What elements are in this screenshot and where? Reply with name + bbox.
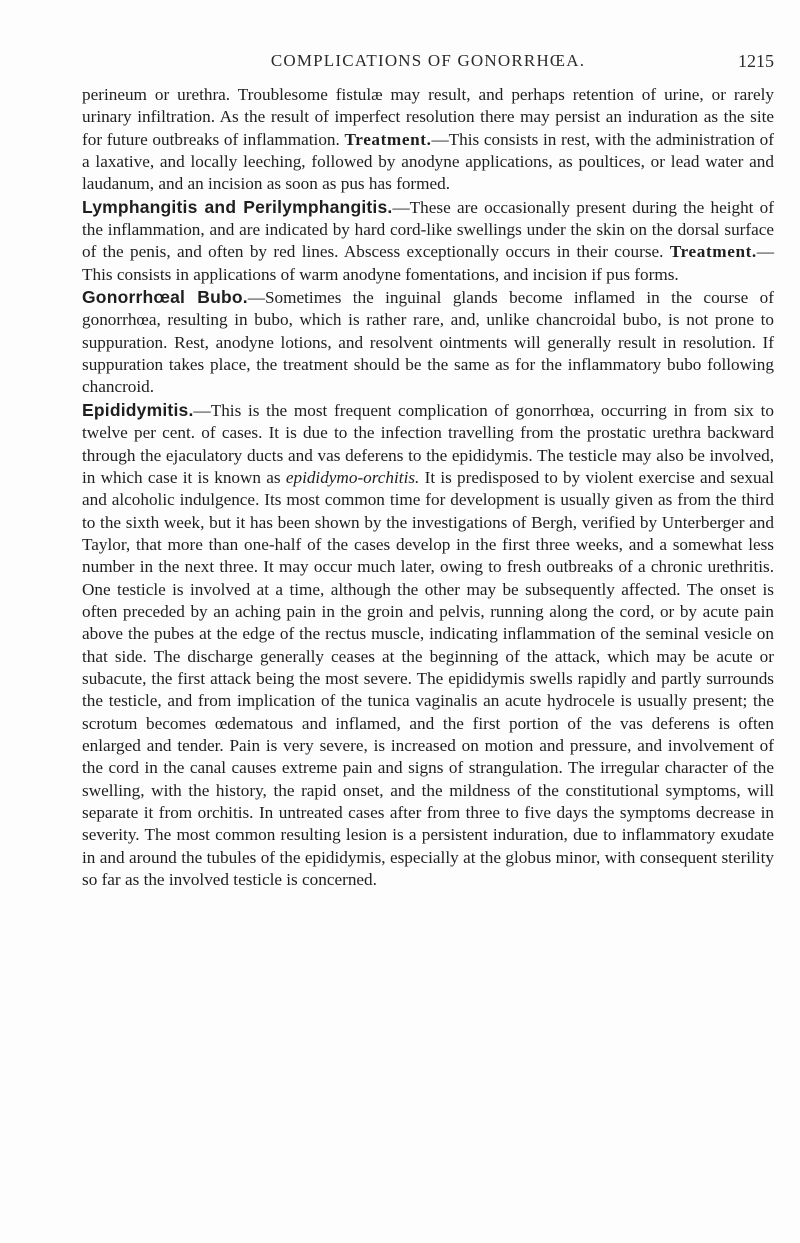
treatment-text: — This consists in applications of warm anodyne fomentations, and incision if pus forms. (82, 242, 775, 284)
page-number: 1215 (738, 51, 774, 71)
paragraph-text: perineum or urethra. Troublesome fistulæ may result, and perhaps retention of urine, or rarely urinary infiltration. As the result of imperfect resolution there may persist an induration as the site for future outbreaks of inflammation. (82, 85, 774, 149)
paragraph-text: —Sometimes the inguinal glands become inflamed in the course of gonorrhœa, resulting in bubo, which is rather rare, and, unlike chancroidal bubo, is not prone to suppuration. Rest, anodyne lotions, and resolvent ointments will generally result in resolution. If suppuration takes place, the treatment should be the same as for the inflammatory bubo following chancroid. (82, 288, 774, 397)
section-heading-lymphangitis: Lymphangitis and Perilymphangitis. (82, 196, 393, 217)
treatment-text: —This consists in rest, with the administration of a laxative, and locally leeching, followed by anodyne applications, as poultices, or lead water and laudanum, and an incision as soon as pus has formed. (82, 129, 774, 194)
paragraph-epididymitis (82, 399, 774, 892)
paragraph-lymphangitis (82, 196, 774, 286)
running-head (82, 51, 774, 77)
section-heading-gonorrhoeal-bubo: Gonorrhœal Bubo. (82, 287, 248, 308)
body-text (82, 84, 774, 891)
treatment-label: Treatment. (344, 129, 432, 149)
paragraph-text: —This is the most frequent complication of gonorrhœa, occurring in from six to twelve per cent. of cases. It is due to the infection travelling from the prostatic urethra backward through the ejaculatory ducts and vas deferens to the epididymis. The testicle may also be involved, in which case it is known as (82, 400, 774, 487)
italic-term: epididymo-orchitis. (285, 467, 420, 487)
paragraph-gonorrhoeal-bubo (82, 286, 774, 399)
treatment-label: Treatment. (669, 242, 757, 262)
paragraph-text: —These are occasionally present during the height of the inflammation, and are indicated by hard cord-like swellings under the skin on the dorsal surface of the penis, and often by red lines. Abscess exceptionally occurs in their course. (82, 197, 774, 262)
section-heading-epididymitis: Epididymitis. (82, 399, 194, 420)
paragraph-fistulae (82, 84, 774, 196)
paragraph-text: It is predisposed to by violent exercise and sexual and alcoholic indulgence. Its most common time for development is usually given as from the third to the sixth week, but it has been shown by the investigations of Bergh, verified by Unterberger and Taylor, that more than one-half of the cases develop in the first three weeks, and a somewhat less number in the next three. It may occur much later, owing to fresh outbreaks of a chronic urethritis. One testicle is involved at a time, although the other may be subsequently affected. The onset is often preceded by an aching pain in the groin and pelvis, running along the cord, or by acute pain above the pubes at the edge of the rectus muscle, indicating inflammation of the seminal vesicle on that side. The discharge generally ceases at the beginning of the attack, which may be acute or subacute, the first attack being the most severe. The epididymis swells rapidly and partly surrounds the testicle, and from implication of the tunica vaginalis an acute hydrocele is usually present; the scrotum becomes œdematous and inflamed, and the first portion of the vas deferens is often enlarged and tender. Pain is very severe, is increased on motion and pressure, and involvement of the cord in the canal causes extreme pain and signs of strangulation. The irregular character of the swelling, with the history, the rapid onset, and the mildness of the constitutional symptoms, will separate it from orchitis. In untreated cases after from three to five days the symptoms decrease in severity. The most common resulting lesion is a persistent induration, due to inflammatory exudate in and around the tubules of the epididymis, especially at the globus minor, with consequent sterility so far as the involved testicle is concerned. (82, 467, 774, 890)
running-title: COMPLICATIONS OF GONORRHŒA. (270, 51, 586, 70)
